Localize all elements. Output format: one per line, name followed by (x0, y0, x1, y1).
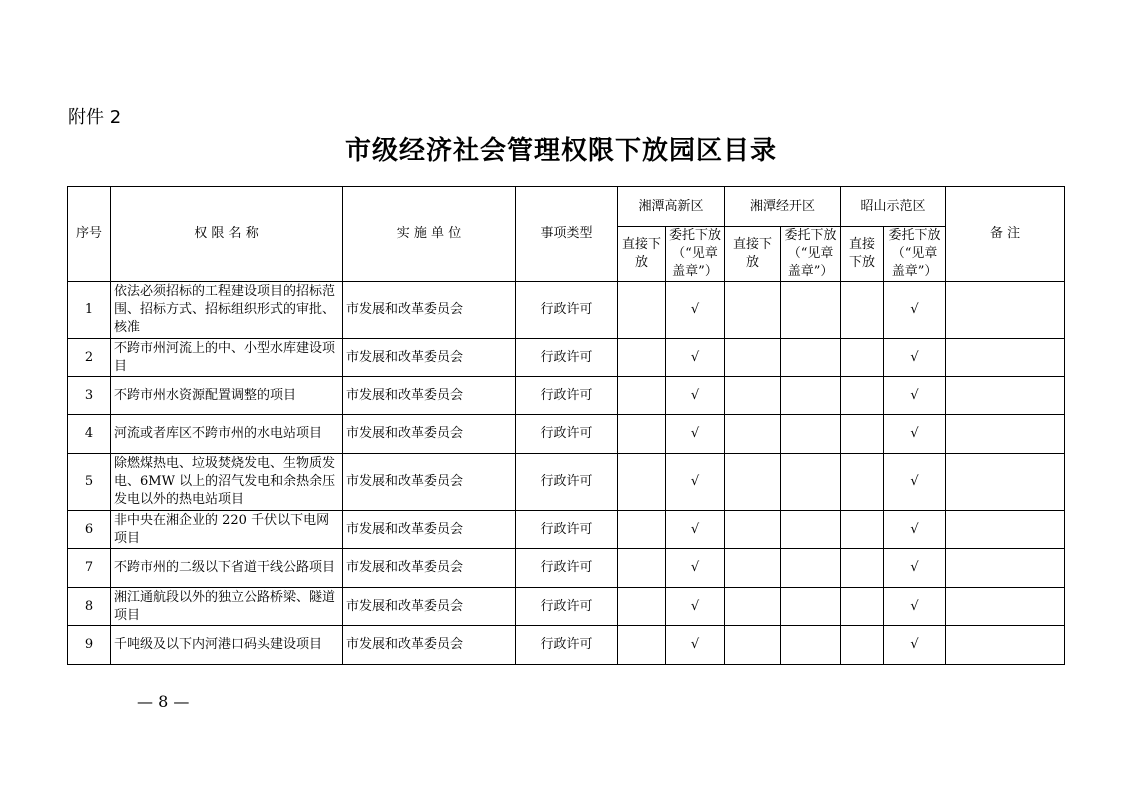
table-row (68, 549, 1065, 588)
remark-cell (946, 415, 1065, 454)
zhaoshan-entrust-cell: √ (884, 511, 946, 549)
implementing-unit-cell: 市发展和改革委员会 (343, 282, 516, 339)
jingkai-direct-cell (725, 282, 781, 339)
header-unit: 实 施 单 位 (343, 187, 516, 282)
item-type-cell: 行政许可 (516, 282, 618, 339)
gaoxin-direct-cell (618, 339, 666, 377)
jingkai-entrust-cell (781, 282, 841, 339)
zhaoshan-entrust-cell: √ (884, 415, 946, 454)
header-entrust: 委托下放（“见章盖章”） (781, 227, 841, 282)
page-number: — 8 — (137, 692, 190, 711)
header-direct: 直接下放 (841, 227, 884, 282)
authority-name-cell: 湘江通航段以外的独立公路桥梁、隧道项目 (111, 588, 343, 626)
header-type: 事项类型 (516, 187, 618, 282)
authority-name-cell: 除燃煤热电、垃圾焚烧发电、生物质发电、6MW 以上的沼气发电和余热余压发电以外的热电站项目 (111, 454, 343, 511)
gaoxin-entrust-cell: √ (666, 377, 725, 415)
remark-cell (946, 454, 1065, 511)
gaoxin-entrust-cell: √ (666, 626, 725, 665)
table-row (68, 454, 1065, 511)
header-remark: 备 注 (946, 187, 1065, 282)
authority-name-cell: 不跨市州的二级以下省道干线公路项目 (111, 549, 343, 588)
jingkai-entrust-cell (781, 626, 841, 665)
zhaoshan-direct-cell (841, 549, 884, 588)
gaoxin-entrust-cell: √ (666, 454, 725, 511)
jingkai-entrust-cell (781, 377, 841, 415)
jingkai-entrust-cell (781, 549, 841, 588)
zhaoshan-direct-cell (841, 282, 884, 339)
row-number-cell: 4 (68, 415, 111, 454)
gaoxin-entrust-cell: √ (666, 339, 725, 377)
row-number-cell: 7 (68, 549, 111, 588)
gaoxin-direct-cell (618, 626, 666, 665)
gaoxin-direct-cell (618, 282, 666, 339)
row-number-cell: 9 (68, 626, 111, 665)
remark-cell (946, 549, 1065, 588)
jingkai-entrust-cell (781, 511, 841, 549)
row-number-cell: 8 (68, 588, 111, 626)
authority-name-cell: 千吨级及以下内河港口码头建设项目 (111, 626, 343, 665)
zhaoshan-direct-cell (841, 415, 884, 454)
authority-name-cell: 依法必须招标的工程建设项目的招标范围、招标方式、招标组织形式的审批、核准 (111, 282, 343, 339)
jingkai-direct-cell (725, 339, 781, 377)
authority-table (67, 186, 1065, 665)
zhaoshan-entrust-cell: √ (884, 282, 946, 339)
authority-name-cell: 非中央在湘企业的 220 千伏以下电网项目 (111, 511, 343, 549)
zhaoshan-direct-cell (841, 339, 884, 377)
header-direct: 直接下放 (618, 227, 666, 282)
header-zone-jingkai: 湘潭经开区 (725, 187, 841, 227)
implementing-unit-cell: 市发展和改革委员会 (343, 626, 516, 665)
authority-name-cell: 不跨市州河流上的中、小型水库建设项目 (111, 339, 343, 377)
zhaoshan-entrust-cell: √ (884, 454, 946, 511)
header-direct: 直接下放 (725, 227, 781, 282)
item-type-cell: 行政许可 (516, 339, 618, 377)
zhaoshan-entrust-cell: √ (884, 549, 946, 588)
authority-name-cell: 河流或者库区不跨市州的水电站项目 (111, 415, 343, 454)
zhaoshan-direct-cell (841, 626, 884, 665)
header-zone-gaoxin: 湘潭高新区 (618, 187, 725, 227)
jingkai-entrust-cell (781, 415, 841, 454)
gaoxin-direct-cell (618, 415, 666, 454)
gaoxin-direct-cell (618, 454, 666, 511)
jingkai-direct-cell (725, 588, 781, 626)
table-row (68, 626, 1065, 665)
table-row (68, 588, 1065, 626)
jingkai-entrust-cell (781, 454, 841, 511)
gaoxin-entrust-cell: √ (666, 588, 725, 626)
jingkai-entrust-cell (781, 588, 841, 626)
jingkai-direct-cell (725, 549, 781, 588)
gaoxin-entrust-cell: √ (666, 511, 725, 549)
implementing-unit-cell: 市发展和改革委员会 (343, 549, 516, 588)
attachment-label: 附件 2 (68, 107, 122, 128)
remark-cell (946, 626, 1065, 665)
implementing-unit-cell: 市发展和改革委员会 (343, 511, 516, 549)
table-row (68, 377, 1065, 415)
row-number-cell: 1 (68, 282, 111, 339)
remark-cell (946, 588, 1065, 626)
jingkai-direct-cell (725, 377, 781, 415)
zhaoshan-direct-cell (841, 377, 884, 415)
implementing-unit-cell: 市发展和改革委员会 (343, 588, 516, 626)
zhaoshan-entrust-cell: √ (884, 377, 946, 415)
implementing-unit-cell: 市发展和改革委员会 (343, 415, 516, 454)
jingkai-direct-cell (725, 454, 781, 511)
jingkai-direct-cell (725, 626, 781, 665)
item-type-cell: 行政许可 (516, 415, 618, 454)
zhaoshan-direct-cell (841, 454, 884, 511)
header-zone-zhaoshan: 昭山示范区 (841, 187, 946, 227)
table-row (68, 511, 1065, 549)
item-type-cell: 行政许可 (516, 588, 618, 626)
item-type-cell: 行政许可 (516, 454, 618, 511)
jingkai-entrust-cell (781, 339, 841, 377)
row-number-cell: 5 (68, 454, 111, 511)
item-type-cell: 行政许可 (516, 626, 618, 665)
zhaoshan-entrust-cell: √ (884, 339, 946, 377)
header-name: 权 限 名 称 (111, 187, 343, 282)
jingkai-direct-cell (725, 415, 781, 454)
implementing-unit-cell: 市发展和改革委员会 (343, 377, 516, 415)
row-number-cell: 6 (68, 511, 111, 549)
remark-cell (946, 511, 1065, 549)
gaoxin-direct-cell (618, 549, 666, 588)
header-entrust: 委托下放（“见章盖章”） (884, 227, 946, 282)
row-number-cell: 3 (68, 377, 111, 415)
item-type-cell: 行政许可 (516, 377, 618, 415)
gaoxin-direct-cell (618, 511, 666, 549)
gaoxin-entrust-cell: √ (666, 415, 725, 454)
implementing-unit-cell: 市发展和改革委员会 (343, 454, 516, 511)
item-type-cell: 行政许可 (516, 511, 618, 549)
zhaoshan-direct-cell (841, 511, 884, 549)
header-entrust: 委托下放（“见章盖章”） (666, 227, 725, 282)
implementing-unit-cell: 市发展和改革委员会 (343, 339, 516, 377)
gaoxin-entrust-cell: √ (666, 282, 725, 339)
header-seq: 序号 (68, 187, 111, 282)
remark-cell (946, 377, 1065, 415)
row-number-cell: 2 (68, 339, 111, 377)
table-row (68, 282, 1065, 339)
gaoxin-direct-cell (618, 588, 666, 626)
gaoxin-direct-cell (618, 377, 666, 415)
zhaoshan-entrust-cell: √ (884, 588, 946, 626)
gaoxin-entrust-cell: √ (666, 549, 725, 588)
table-row (68, 339, 1065, 377)
remark-cell (946, 339, 1065, 377)
zhaoshan-entrust-cell: √ (884, 626, 946, 665)
jingkai-direct-cell (725, 511, 781, 549)
item-type-cell: 行政许可 (516, 549, 618, 588)
authority-name-cell: 不跨市州水资源配置调整的项目 (111, 377, 343, 415)
zhaoshan-direct-cell (841, 588, 884, 626)
table-row (68, 415, 1065, 454)
remark-cell (946, 282, 1065, 339)
page-title: 市级经济社会管理权限下放园区目录 (344, 136, 777, 166)
